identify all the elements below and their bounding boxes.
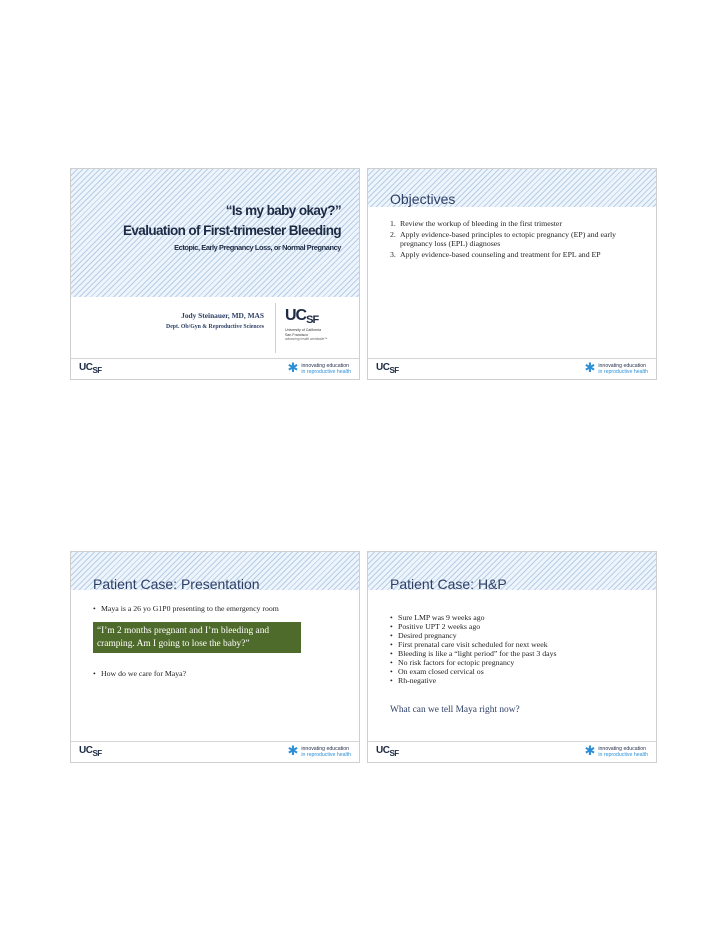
logo-sf: SF <box>306 314 319 326</box>
list-item: • Sure LMP was 9 weeks ago <box>390 613 642 622</box>
slide-case-hp <box>367 551 657 763</box>
divider-line <box>275 303 276 353</box>
slide-footer <box>71 358 359 379</box>
objectives-list <box>390 219 642 259</box>
slide-quote-title: “Is my baby okay?” <box>225 203 341 218</box>
patient-quote-box: “I’m 2 months pregnant and I’m bleeding and cramping. Am I going to lose the baby?” <box>93 622 301 653</box>
footer-brand: ✱ innovating education in reproductive health <box>584 361 648 376</box>
list-item: • Rh-negative <box>390 676 642 685</box>
footer-brand: ✱ innovating education in reproductive health <box>287 744 351 759</box>
presentation-list <box>93 604 345 613</box>
slide-footer <box>368 741 656 762</box>
star-icon: ✱ <box>287 744 299 759</box>
slide-footer <box>368 358 656 379</box>
slide-heading: Objectives <box>390 191 456 207</box>
logo-uc: UC <box>285 307 307 324</box>
list-item: 3. Apply evidence-based counseling and treatment for EPL and EP <box>390 250 601 259</box>
slide-heading: Patient Case: H&P <box>390 576 507 592</box>
presentation-list-2 <box>93 669 345 678</box>
star-icon: ✱ <box>584 361 596 376</box>
list-item: • On exam closed cervical os <box>390 667 642 676</box>
footer-brand: ✱ innovating education in reproductive health <box>287 361 351 376</box>
footer-brand: ✱ innovating education in reproductive health <box>584 744 648 759</box>
logo-line2: San Francisco <box>285 332 308 337</box>
footer-ucsf-logo: $UC_{SF}$ <box>79 745 102 758</box>
list-item: 2. Apply evidence-based principles to ectopic pregnancy (EP) and early pregnancy loss (EPL) diagnoses <box>390 230 617 248</box>
list-item: • No risk factors for ectopic pregnancy <box>390 658 642 667</box>
footer-ucsf-logo: $UC_{SF}$ <box>376 745 399 758</box>
slide-case-presentation <box>70 551 360 763</box>
logo-line1: University of California <box>285 328 321 332</box>
list-item: • Bleeding is like a “light period” for the past 3 days <box>390 649 642 658</box>
slide-title-page <box>70 168 360 380</box>
list-item: • Desired pregnancy <box>390 631 642 640</box>
author-name: Jody Steinauer, MD, MAS <box>181 311 264 320</box>
slide-subtitle: Ectopic, Early Pregnancy Loss, or Normal Pregnancy <box>174 243 341 252</box>
footer-ucsf-logo: $UC_{SF}$ <box>79 362 102 375</box>
hp-list <box>390 613 642 685</box>
star-icon: ✱ <box>584 744 596 759</box>
slide-footer <box>71 741 359 762</box>
ucsf-logo <box>285 309 355 342</box>
list-item: • Maya is a 26 yo G1P0 presenting to the emergency room <box>93 604 345 613</box>
star-icon: ✱ <box>287 361 299 376</box>
case-question: What can we tell Maya right now? <box>390 705 520 715</box>
footer-ucsf-logo: $UC_{SF}$ <box>376 362 399 375</box>
list-item: • First prenatal care visit scheduled for next week <box>390 640 642 649</box>
logo-line3: advancing health worldwide™ <box>285 337 328 342</box>
list-item: 1. Review the workup of bleeding in the first trimester <box>390 219 562 228</box>
list-item: • How do we care for Maya? <box>93 669 345 678</box>
list-item: • Positive UPT 2 weeks ago <box>390 622 642 631</box>
department-name: Dept. Ob/Gyn & Reproductive Sciences <box>166 324 264 330</box>
slide-heading: Patient Case: Presentation <box>93 576 260 592</box>
slide-objectives <box>367 168 657 380</box>
slide-main-title: Evaluation of First-trimester Bleeding <box>123 223 341 238</box>
